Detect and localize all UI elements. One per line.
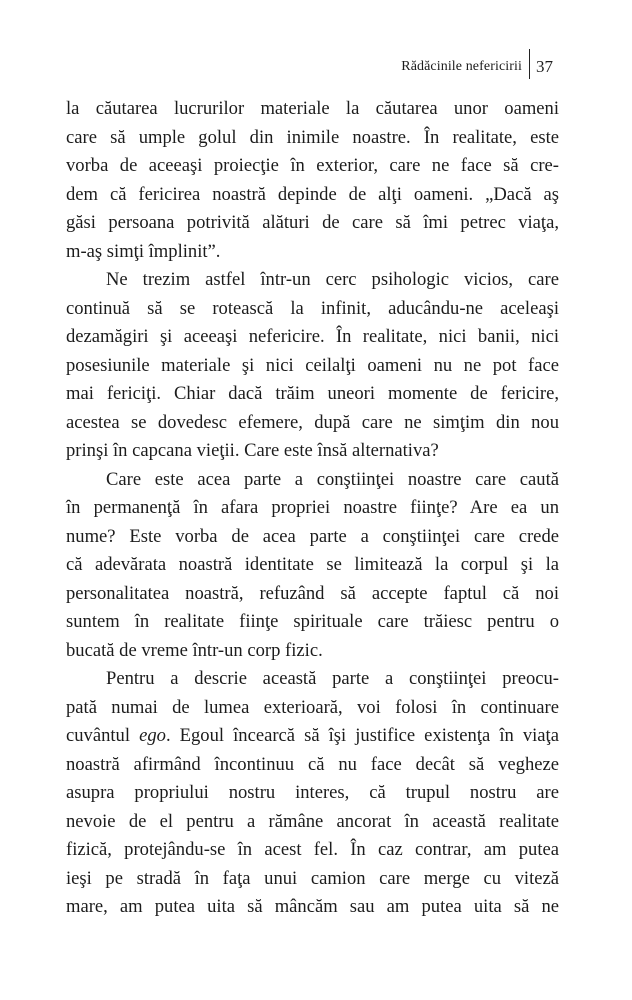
running-header bbox=[0, 44, 632, 84]
italic-term-ego: ego bbox=[139, 725, 166, 746]
paragraph bbox=[66, 665, 559, 922]
text-line: acestea se dovedesc efemere, după care ne simţim din nou bbox=[66, 411, 559, 433]
text-fragment: . Egoul încearcă să îşi justifice existenţa în viaţa bbox=[165, 725, 559, 746]
text-line: dezamăgiri şi aceeaşi nefericire. În realitate, nici banii, nici bbox=[66, 326, 559, 347]
text-line: dem că fericirea noastră depinde de alţi oameni. „Dacă aş bbox=[66, 183, 559, 205]
text-line: în permanenţă în afara propriei noastre fiinţe? Are ea un bbox=[66, 497, 559, 518]
text-line: Care este acea parte a conştiinţei noastre care caută bbox=[106, 468, 559, 490]
page-number: 37 bbox=[536, 57, 553, 76]
header-divider bbox=[529, 49, 530, 79]
text-line: că adevărata noastră identitate se limitează la corpul şi la bbox=[66, 554, 559, 575]
text-line: noastră afirmând încontinuu că nu face decât să vegheze bbox=[66, 753, 559, 775]
text-line: găsi persoana potrivită alături de care să îmi petrec viaţa, bbox=[66, 212, 559, 233]
text-line: continuă să se rotească la infinit, aducându-ne aceleaşi bbox=[66, 297, 559, 319]
text-line: suntem în realitate fiinţe spirituale care trăiesc pentru o bbox=[66, 611, 559, 632]
text-line: la căutarea lucrurilor materiale la căutarea unor oameni bbox=[66, 98, 559, 119]
text-line: posesiunile materiale şi nici ceilalţi oameni nu ne pot face bbox=[66, 354, 559, 376]
text-line: asupra propriului nostru interes, că trupul nostru are bbox=[66, 782, 559, 803]
text-line: bucată de vreme într-un corp fizic. bbox=[66, 639, 323, 661]
running-title: Rădăcinile nefericirii bbox=[401, 59, 522, 74]
paragraph bbox=[66, 95, 559, 266]
text-line: ieşi pe stradă în faţa unui camion care merge cu viteză bbox=[66, 867, 559, 889]
paragraph bbox=[66, 466, 559, 666]
text-line: fizică, protejându-se în acest fel. În caz contrar, am putea bbox=[66, 839, 559, 860]
text-line: personalitatea noastră, refuzând să accepte faptul că noi bbox=[66, 582, 559, 604]
text-line: care să umple golul din inimile noastre. În realitate, este bbox=[66, 126, 559, 148]
text-line: m-aş simţi împlinit”. bbox=[66, 240, 221, 262]
text-line: pată numai de lumea exterioară, voi folosi în continuare bbox=[66, 696, 559, 718]
text-line: Pentru a descrie această parte a conştiinţei preocu- bbox=[106, 668, 559, 689]
text-line: nume? Este vorba de acea parte a conştiinţei care crede bbox=[66, 525, 559, 547]
text-line: mai fericiţi. Chiar dacă trăim uneori momente de fericire, bbox=[66, 383, 559, 404]
paragraph bbox=[66, 266, 559, 466]
text-line: prinşi în capcana vieţii. Care este însă alternativa? bbox=[66, 440, 439, 461]
text-line: Ne trezim astfel într-un cerc psihologic vicios, care bbox=[106, 269, 559, 290]
text-fragment: cuvântul bbox=[66, 725, 140, 746]
text-line: mare, am putea uita să mâncăm sau am putea uita să ne bbox=[66, 896, 559, 917]
text-line: vorba de aceeaşi proiecţie în exterior, care ne face să cre- bbox=[66, 155, 559, 176]
text-line: nevoie de el pentru a rămâne ancorat în această realitate bbox=[66, 810, 559, 832]
body-text bbox=[66, 95, 559, 922]
text-line-ego bbox=[66, 722, 559, 751]
